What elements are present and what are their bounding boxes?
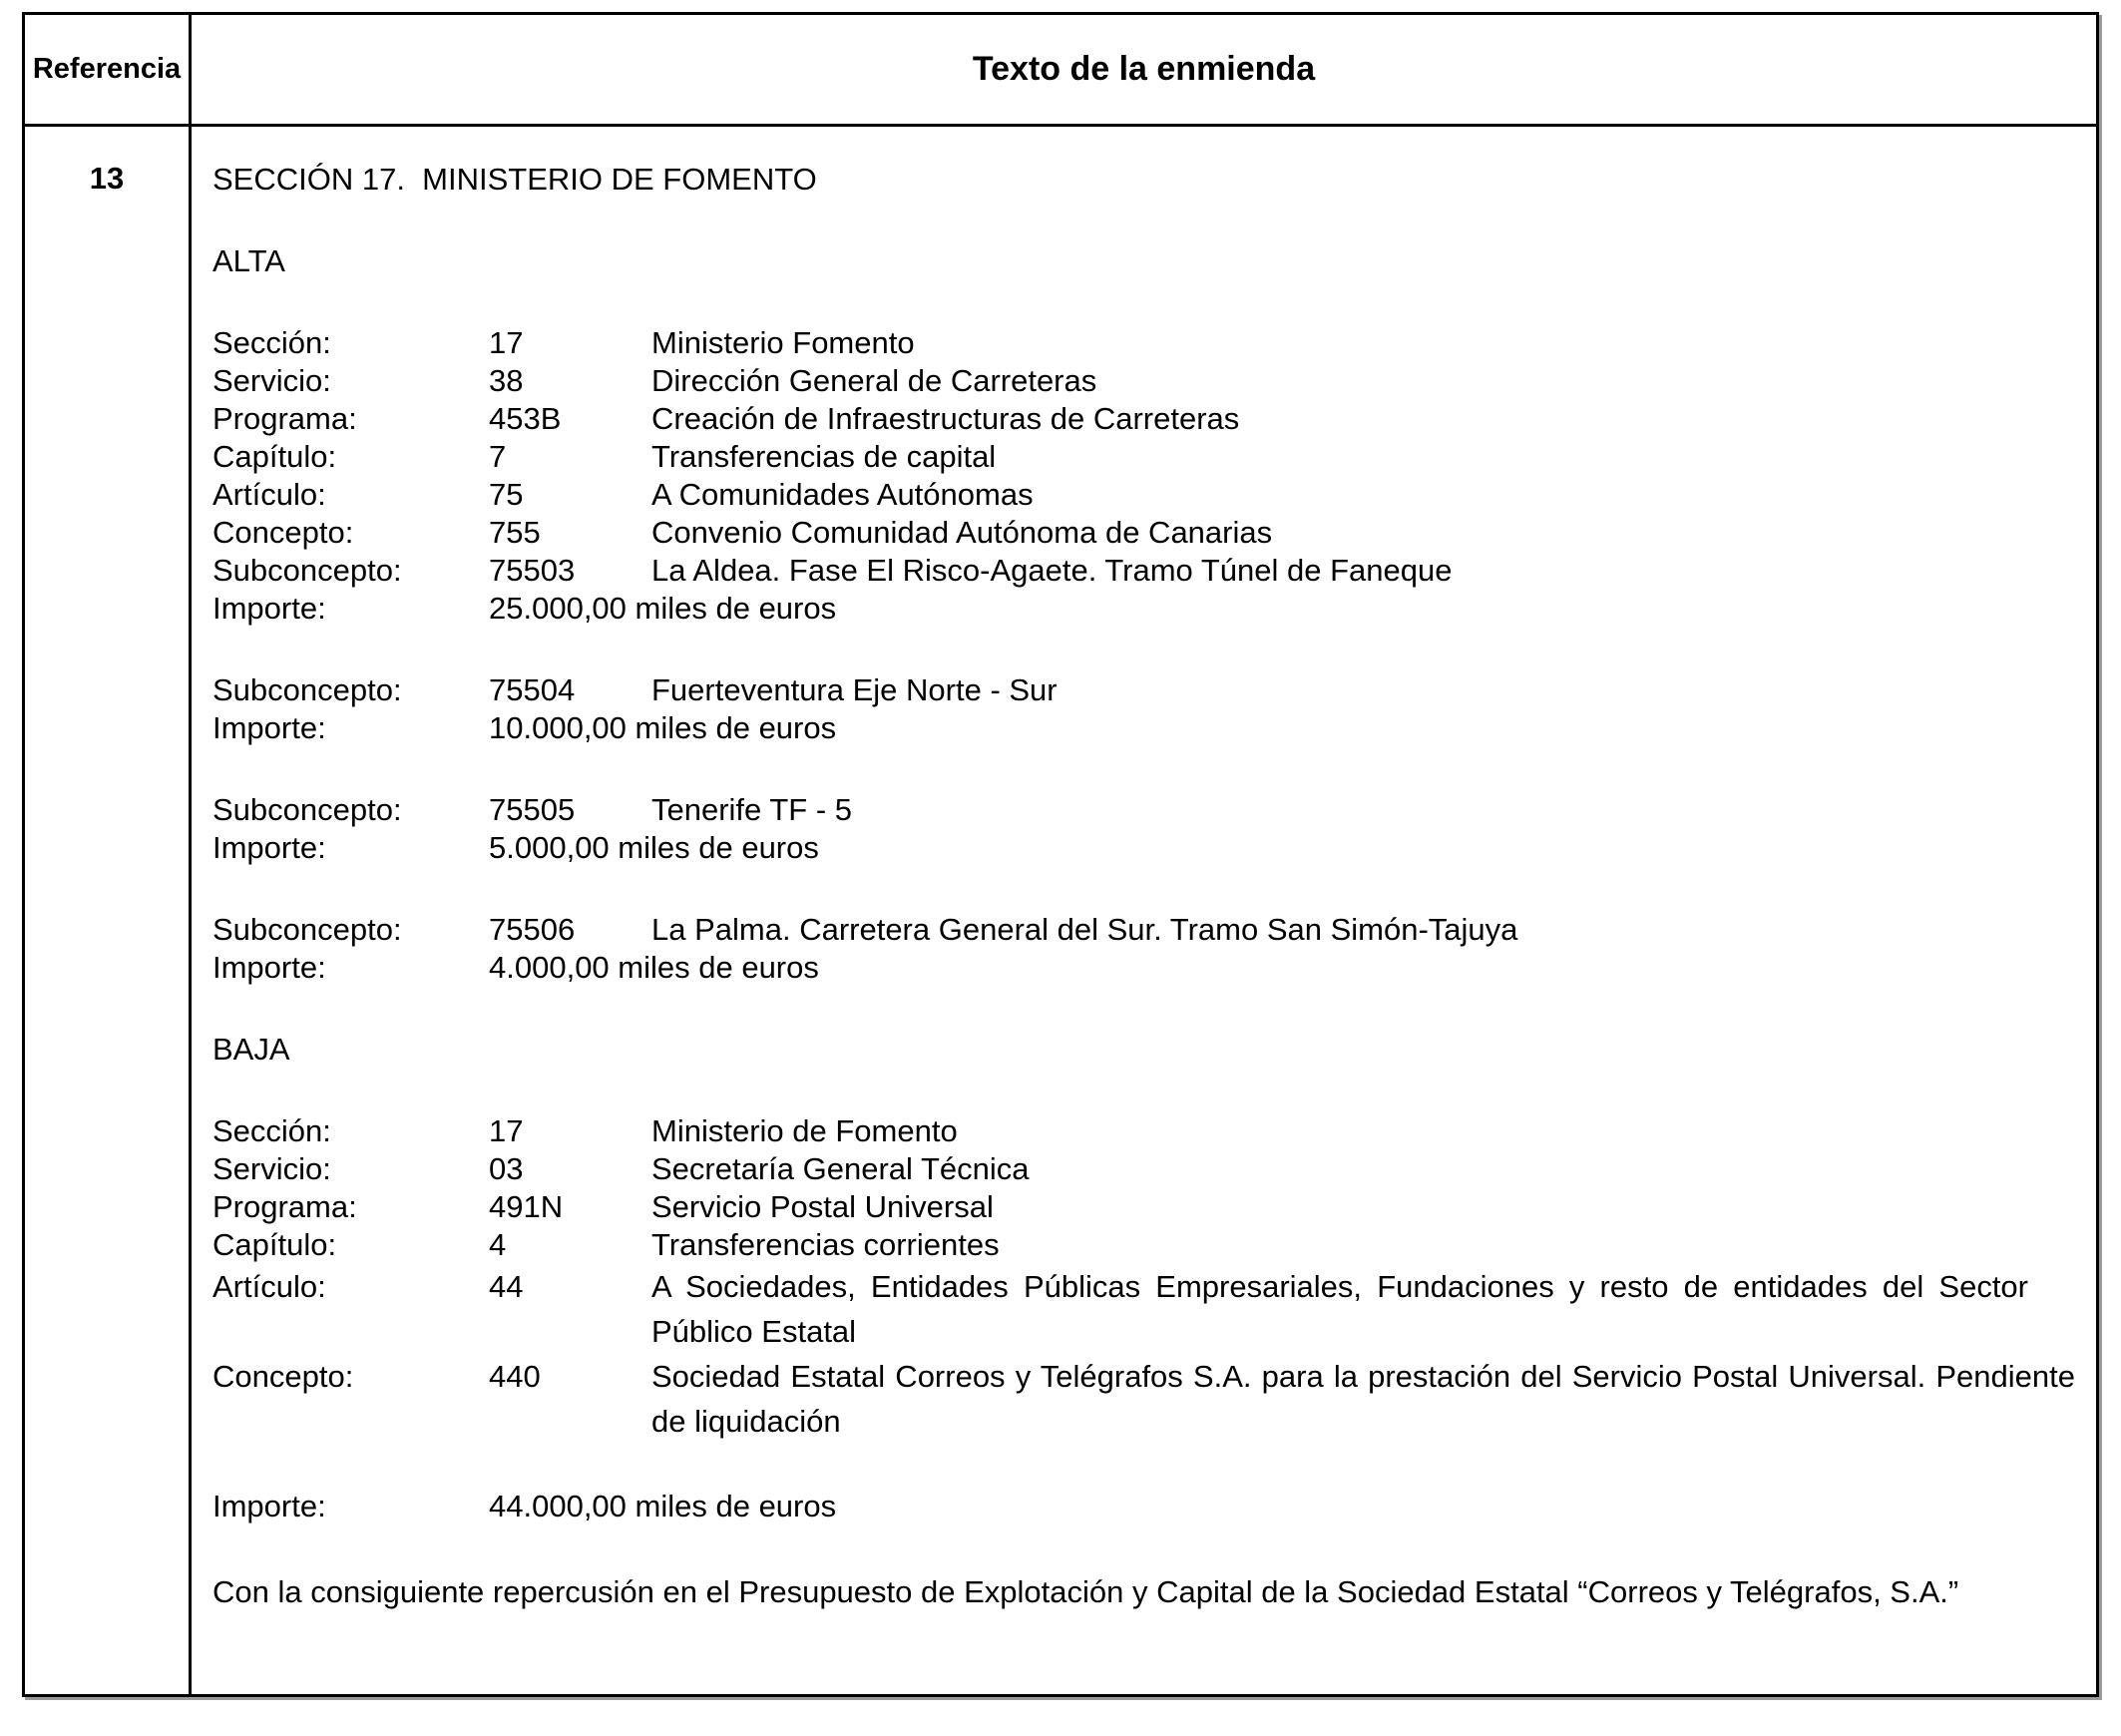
- detail-row: [212, 791, 2075, 829]
- detail-code: 17: [489, 325, 524, 360]
- detail-code: 75506: [489, 912, 576, 947]
- table-header-row: [25, 15, 2096, 127]
- detail-row: [212, 514, 2075, 552]
- detail-label: Subconcepto:: [212, 912, 402, 947]
- detail-desc: Ministerio de Fomento: [651, 1113, 958, 1148]
- importe-row: [212, 829, 2075, 867]
- detail-code: 17: [489, 1113, 524, 1148]
- detail-label: Artículo:: [212, 477, 326, 512]
- referencia-header-cell: [25, 15, 192, 124]
- importe-row: [212, 1488, 2075, 1525]
- importe-value: 25.000,00 miles de euros: [489, 591, 837, 626]
- detail-label: Concepto:: [212, 1359, 354, 1394]
- referencia-cell: [25, 127, 192, 1694]
- detail-label: Servicio:: [212, 1151, 331, 1186]
- detail-row: [212, 671, 2075, 709]
- importe-value: 5.000,00 miles de euros: [489, 830, 819, 865]
- detail-label: Sección:: [212, 1113, 331, 1148]
- detail-label: Capítulo:: [212, 1227, 337, 1262]
- importe-value: 10.000,00 miles de euros: [489, 710, 837, 745]
- detail-label: Programa:: [212, 1189, 357, 1224]
- detail-desc: Tenerife TF - 5: [651, 792, 853, 827]
- detail-code: 7: [489, 439, 507, 474]
- detail-desc: Transferencias corrientes: [651, 1227, 1000, 1262]
- detail-row: [212, 362, 2075, 400]
- detail-label: Programa:: [212, 401, 357, 436]
- detail-row: [212, 1264, 2075, 1354]
- section-title: SECCIÓN 17. MINISTERIO DE FOMENTO: [212, 162, 817, 197]
- detail-code: 38: [489, 363, 524, 398]
- detail-code: 755: [489, 515, 541, 550]
- importe-row: [212, 590, 2075, 628]
- detail-desc: Fuerteventura Eje Norte - Sur: [651, 672, 1058, 707]
- reference-number: 13: [89, 161, 125, 196]
- detail-desc: Secretaría General Técnica: [651, 1151, 1030, 1186]
- detail-label: Subconcepto:: [212, 672, 402, 707]
- detail-desc: Sociedad Estatal Correos y Telégrafos S.A. para la prestación del Servicio Postal Universal. Pendiente de liquidación: [651, 1359, 2075, 1439]
- detail-code: 75503: [489, 553, 576, 588]
- subconcepto-group: [212, 791, 2075, 867]
- detail-row: [212, 438, 2075, 476]
- texto-header-label: Texto de la enmienda: [972, 50, 1316, 88]
- texto-header-cell: [192, 15, 2096, 124]
- detail-desc: La Aldea. Fase El Risco-Agaete. Tramo Túnel de Faneque: [651, 553, 1453, 588]
- detail-code: 44: [489, 1269, 524, 1304]
- detail-code: 03: [489, 1151, 524, 1186]
- importe-label: Importe:: [212, 1489, 326, 1523]
- detail-desc: Creación de Infraestructuras de Carreteras: [651, 401, 1240, 436]
- detail-row: [212, 1188, 2075, 1226]
- importe-label: Importe:: [212, 710, 326, 745]
- detail-desc: Dirección General de Carreteras: [651, 363, 1097, 398]
- importe-value: 4.000,00 miles de euros: [489, 950, 819, 985]
- baja-heading: BAJA: [212, 1032, 290, 1067]
- detail-desc: Ministerio Fomento: [651, 325, 915, 360]
- detail-code: 453B: [489, 401, 562, 436]
- detail-code: 75: [489, 477, 524, 512]
- detail-label: Sección:: [212, 325, 331, 360]
- detail-code: 491N: [489, 1189, 564, 1224]
- importe-label: Importe:: [212, 591, 326, 626]
- table-body-row: [25, 127, 2096, 1694]
- detail-row: [212, 400, 2075, 438]
- detail-row: [212, 1354, 2075, 1444]
- baja-detail-block: [212, 1112, 2075, 1444]
- importe-value: 44.000,00 miles de euros: [489, 1489, 837, 1523]
- detail-row: [212, 476, 2075, 514]
- detail-desc: La Palma. Carretera General del Sur. Tramo San Simón-Tajuya: [651, 912, 1518, 947]
- detail-desc: A Sociedades, Entidades Públicas Empresariales, Fundaciones y resto de entidades del Sector Público Estatal: [651, 1269, 2028, 1349]
- detail-row: [212, 552, 2075, 590]
- detail-code: 4: [489, 1227, 507, 1262]
- detail-label: Subconcepto:: [212, 792, 402, 827]
- amendment-table: [22, 12, 2099, 1697]
- importe-label: Importe:: [212, 950, 326, 985]
- subconcepto-group: [212, 671, 2075, 747]
- importe-row: [212, 949, 2075, 987]
- detail-label: Concepto:: [212, 515, 354, 550]
- detail-label: Servicio:: [212, 363, 331, 398]
- detail-row: [212, 1226, 2075, 1264]
- detail-desc: Transferencias de capital: [651, 439, 997, 474]
- importe-label: Importe:: [212, 830, 326, 865]
- detail-desc: Servicio Postal Universal: [651, 1189, 994, 1224]
- detail-desc: Convenio Comunidad Autónoma de Canarias: [651, 515, 1273, 550]
- detail-row: [212, 324, 2075, 362]
- referencia-header-label: Referencia: [32, 53, 182, 85]
- detail-label: Capítulo:: [212, 439, 337, 474]
- detail-row: [212, 1150, 2075, 1188]
- detail-code: 75504: [489, 672, 576, 707]
- detail-row: [212, 1112, 2075, 1150]
- texto-cell: [192, 127, 2096, 1694]
- closing-paragraph: Con la consiguiente repercusión en el Presupuesto de Explotación y Capital de la Sociedad Estatal “Correos y Telégrafos, S.A.”: [212, 1574, 1959, 1609]
- detail-label: Artículo:: [212, 1269, 326, 1304]
- subconcepto-group: [212, 911, 2075, 987]
- alta-detail-block: [212, 324, 2075, 628]
- detail-desc: A Comunidades Autónomas: [651, 477, 1034, 512]
- detail-row: [212, 911, 2075, 949]
- alta-heading: ALTA: [212, 243, 285, 278]
- importe-row: [212, 709, 2075, 747]
- detail-code: 440: [489, 1359, 541, 1394]
- detail-label: Subconcepto:: [212, 553, 402, 588]
- detail-code: 75505: [489, 792, 576, 827]
